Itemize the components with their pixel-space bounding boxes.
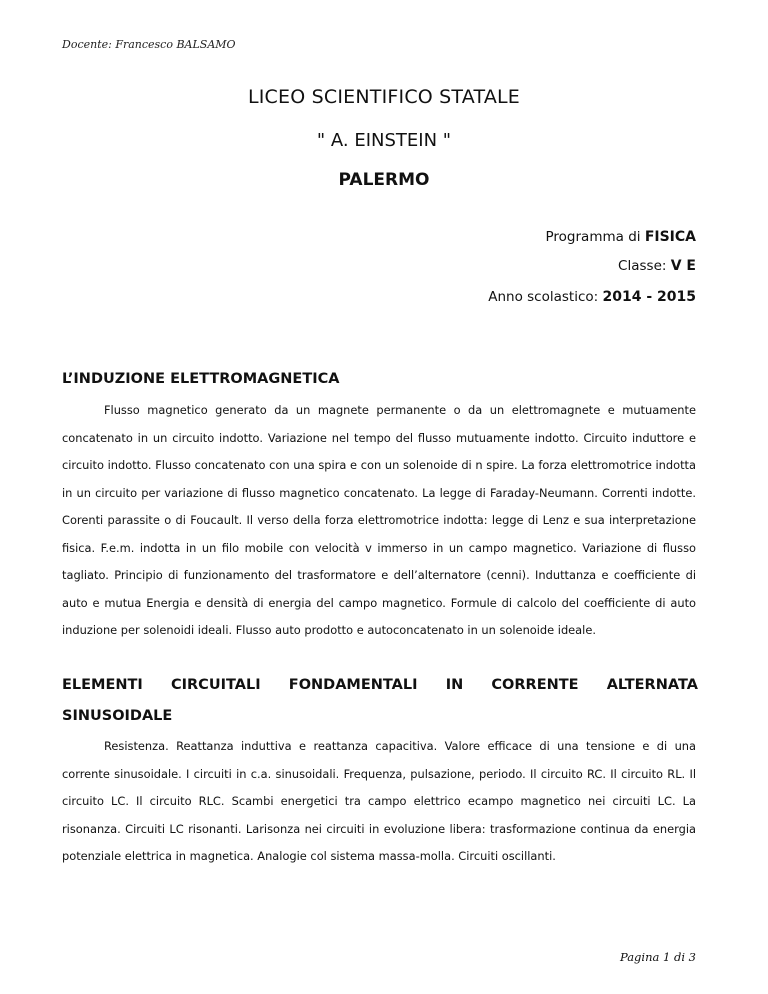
school-name-title: " A. EINSTEIN " [316,130,452,151]
school-type-title: LICEO SCIENTIFICO STATALE [247,86,521,108]
section-heading-induzione: L’INDUZIONE ELETTROMAGNETICA [62,371,340,387]
heading-word: CORRENTE [491,677,579,693]
heading-word: ELEMENTI [62,677,143,693]
school-year-line [488,289,696,305]
school-year-value: 2014 - 2015 [602,289,696,305]
class-label: Classe: [618,258,671,274]
page-header-author: Docente: Francesco BALSAMO [62,38,236,51]
class-value: V E [670,258,696,274]
section-body-induzione: Flusso magnetico generato da un magnete permanente o da un elettromagnete e mutuamente concatenato in un circuito indotto. Variazione nel tempo del flusso mutuamente indotto. Circuito induttore e circuito indotto. Flusso concatenato con una spira e con un solenoide di n spire. La forza elettromotrice indotta in un circuito per variazione di flusso magnetico concatenato. La legge di Faraday-Neumann. Correnti indotte. Corenti parassite o di Foucault. Il verso della forza elettromotrice indotta: legge di Lenz e sua interpretazione fisica. F.e.m. indotta in un filo mobile con velocità v immerso in un campo magnetico. Variazione di flusso tagliato. Principio di funzionamento del trasformatore e dell’alternatore (cenni). Induttanza e coefficiente di auto e mutua Energia e densità di energia del campo magnetico. Formule di calcolo del coefficiente di auto induzione per solenoidi ideali. Flusso auto prodotto e autoconcatenato in un solenoide ideale. [62,403,696,637]
heading-word: ALTERNATA [606,677,698,693]
page-number: Pagina 1 di 3 [619,950,696,964]
heading-word: FONDAMENTALI [288,677,418,693]
subject-line [546,229,696,245]
city-title: PALERMO [338,170,430,190]
heading-word: CIRCUITALI [170,677,261,693]
section-heading-circuiti [62,677,698,693]
subject-value: FISICA [644,229,696,245]
subject-label: Programma di [545,229,645,245]
section-body-circuiti: Resistenza. Reattanza induttiva e reattanza capacitiva. Valore efficace di una tensione e di una corrente sinusoidale. I circuiti in c.a. sinusoidali. Frequenza, pulsazione, periodo. Il circuito RC. Il circuito RL. Il circuito LC. Il circuito RLC. Scambi energetici tra campo elettrico ecampo magnetico nei circuiti LC. La risonanza. Circuiti LC risonanti. Larisonza nei circuiti in evoluzione libera: trasformazione continua da energia potenziale elettrica in magnetica. Analogie col sistema massa-molla. Circuiti oscillanti. [62,739,696,863]
class-line [618,258,696,274]
school-year-label: Anno scolastico: [488,289,603,305]
section-heading-circuiti-line2: SINUSOIDALE [62,708,173,724]
heading-word: IN [445,677,464,693]
